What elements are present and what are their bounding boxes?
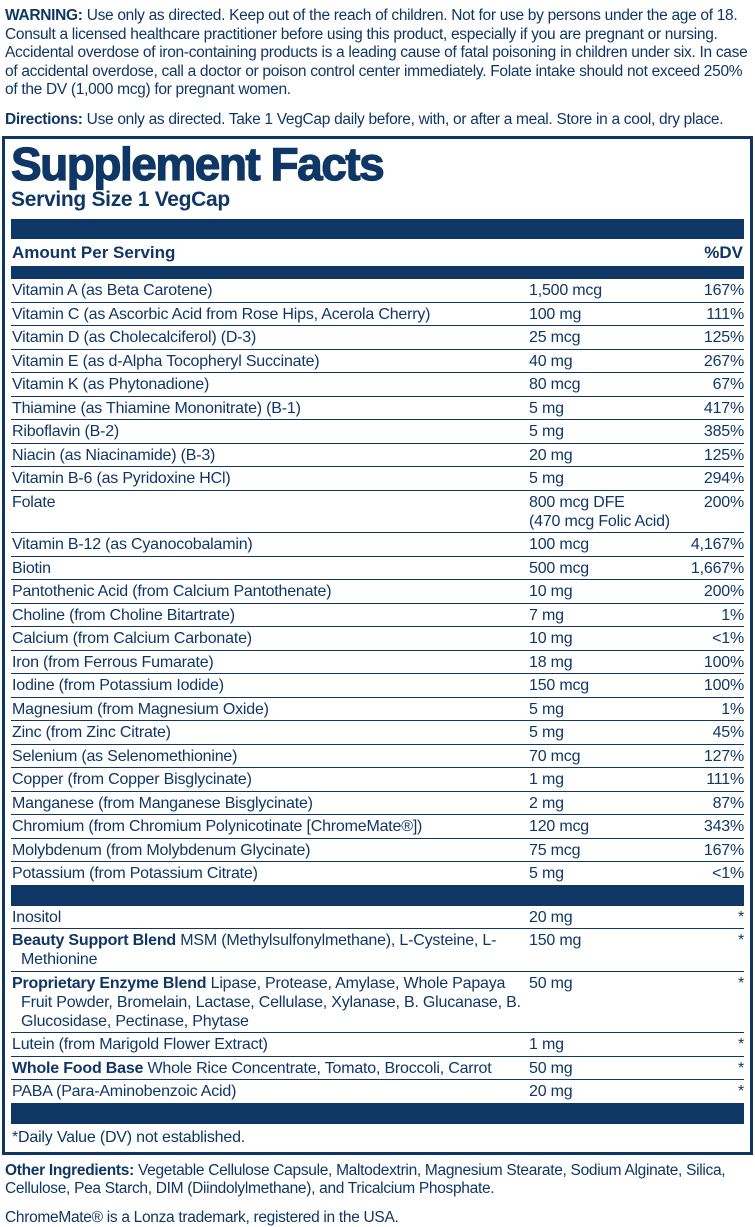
table-row [11,673,744,697]
nutrient-name: Biotin [12,559,529,578]
nutrient-name: Selenium (as Selenomethionine) [12,747,529,766]
blend-name-rest: Lipase, Protease, Amylase, Whole Papaya Fruit Powder, Bromelain, Lactase, Cellulase, Xylanase, B. Glucanase, B. Glucosidase, Pectinase, Phytase [21,975,521,1030]
directions-label: Directions: [5,111,83,128]
nutrient-amount: 1 mg [529,770,669,789]
nutrient-name: Iodine (from Potassium Iodide) [12,676,529,695]
footer-text-block [0,1155,755,1227]
nutrient-amount: 20 mg [529,1082,669,1101]
nutrient-dv: 4,167% [669,535,744,554]
nutrient-amount-line2: (470 mcg Folic Acid) [529,512,669,531]
nutrient-name: Choline (from Choline Bitartrate) [12,606,529,625]
nutrient-dv: 111% [669,770,744,789]
nutrient-name: Riboflavin (B-2) [12,422,529,441]
table-row [11,720,744,744]
nutrient-amount: 100 mg [529,305,669,324]
nutrient-name: Niacin (as Niacinamide) (B-3) [12,446,529,465]
nutrient-amount: 150 mcg [529,676,669,695]
nutrient-dv: 1% [669,606,744,625]
blend-name-rest: MSM (Methylsulfonylmethane), L-Cysteine, L-Methionine [21,932,496,968]
nutrient-name: Vitamin B-6 (as Pyridoxine HCl) [12,469,529,488]
nutrient-amount: 7 mg [529,606,669,625]
nutrient-amount: 75 mcg [529,841,669,860]
directions-paragraph [5,111,749,130]
table-row [11,1032,744,1056]
table-row [11,279,744,302]
nutrient-amount: 40 mg [529,352,669,371]
nutrient-dv: * [669,908,744,927]
blend-name-rest: PABA (Para-Aminobenzoic Acid) [12,1083,236,1100]
blend-table [11,906,744,1103]
nutrient-name: Folate [12,493,529,512]
table-row [11,838,744,862]
table-row [11,532,744,556]
table-row [11,906,744,929]
table-row [11,814,744,838]
table-row [11,372,744,396]
nutrient-name: Pantothenic Acid (from Calcium Pantothenate) [12,582,529,601]
nutrient-amount: 20 mg [529,446,669,465]
supplement-facts-panel [2,136,753,1155]
nutrient-name: Vitamin A (as Beta Carotene) [12,281,529,300]
other-ingredients-label: Other Ingredients: [5,1162,134,1179]
dv-footnote: *Daily Value (DV) not established. [11,1124,744,1148]
divider-bar-under-header [11,266,744,279]
nutrient-amount: 5 mg [529,469,669,488]
nutrient-name: Potassium (from Potassium Citrate) [12,864,529,883]
table-row [11,603,744,627]
blend-name-rest: Lutein (from Marigold Flower Extract) [12,1036,268,1053]
nutrient-dv: 100% [669,653,744,672]
blend-name-rest: Inositol [12,909,61,926]
nutrient-dv: 1% [669,700,744,719]
table-row [11,419,744,443]
nutrient-name: Copper (from Copper Bisglycinate) [12,770,529,789]
nutrient-dv: * [669,931,744,950]
table-row [11,302,744,326]
divider-bar-bottom [11,1103,744,1124]
nutrient-name: Molybdenum (from Molybdenum Glycinate) [12,841,529,860]
table-row [11,579,744,603]
nutrient-amount: 80 mcg [529,375,669,394]
nutrient-name [12,1059,529,1078]
nutrient-dv: 87% [669,794,744,813]
blend-name-bold: Whole Food Base [12,1060,143,1077]
nutrient-dv: 267% [669,352,744,371]
table-row [11,443,744,467]
table-header-row [11,239,744,266]
table-row [11,466,744,490]
table-row [11,861,744,885]
nutrient-dv: 100% [669,676,744,695]
divider-bar-middle [11,885,744,906]
warning-text: Use only as directed. Keep out of the reach of children. Not for use by persons under the age of 18. Consult a licensed healthcare practitioner before using this product, especially if you are pregnant or nursing. Accidental overdose of iron-containing products is a leading cause of fatal poisoning in children under six. In case of accidental overdose, call a doctor or poison control center immediately. Folate intake should not exceed 250% of the DV (1,000 mcg) for pregnant women. [5,7,747,98]
nutrient-amount: 10 mg [529,629,669,648]
divider-bar-top [11,219,744,239]
warning-paragraph [5,7,749,100]
nutrient-name [12,1035,529,1054]
nutrient-amount [529,493,669,531]
nutrient-dv: 67% [669,375,744,394]
nutrient-dv: 294% [669,469,744,488]
nutrient-amount: 120 mcg [529,817,669,836]
nutrient-dv: 200% [669,582,744,601]
nutrient-name: Calcium (from Calcium Carbonate) [12,629,529,648]
nutrient-amount: 10 mg [529,582,669,601]
nutrient-name: Thiamine (as Thiamine Mononitrate) (B-1) [12,399,529,418]
nutrient-name [12,1082,529,1101]
nutrient-amount: 18 mg [529,653,669,672]
supplement-facts-title: Supplement Facts [11,141,744,187]
nutrient-amount: 100 mcg [529,535,669,554]
nutrient-amount: 1,500 mcg [529,281,669,300]
table-row [11,556,744,580]
nutrient-name: Vitamin C (as Ascorbic Acid from Rose Hips, Acerola Cherry) [12,305,529,324]
blend-name-bold: Proprietary Enzyme Blend [12,975,206,992]
nutrient-name: Vitamin E (as d-Alpha Tocopheryl Succinate) [12,352,529,371]
intro-text-block [0,0,755,129]
nutrient-name: Vitamin B-12 (as Cyanocobalamin) [12,535,529,554]
nutrient-name: Chromium (from Chromium Polynicotinate [ChromeMate®]) [12,817,529,836]
table-row [11,325,744,349]
table-row [11,650,744,674]
other-ingredients-paragraph [5,1162,749,1199]
table-row [11,744,744,768]
nutrient-dv: 385% [669,422,744,441]
table-row [11,396,744,420]
nutrient-amount: 2 mg [529,794,669,813]
table-row [11,349,744,373]
nutrient-name: Zinc (from Zinc Citrate) [12,723,529,742]
nutrient-dv: 125% [669,446,744,465]
nutrient-amount: 5 mg [529,700,669,719]
nutrient-amount: 25 mcg [529,328,669,347]
nutrient-name: Vitamin K (as Phytonadione) [12,375,529,394]
nutrient-dv: 417% [669,399,744,418]
nutrient-dv: 167% [669,841,744,860]
nutrient-dv: * [669,974,744,993]
nutrient-dv: * [669,1059,744,1078]
nutrient-dv: 343% [669,817,744,836]
nutrient-name [12,908,529,927]
table-row [11,626,744,650]
nutrient-amount: 50 mg [529,1059,669,1078]
nutrient-dv: 111% [669,305,744,324]
nutrient-amount: 5 mg [529,864,669,883]
nutrient-name: Vitamin D (as Cholecalciferol) (D-3) [12,328,529,347]
nutrient-amount: 500 mcg [529,559,669,578]
nutrient-amount-line1: 800 mcg DFE [529,494,625,511]
blend-name-bold: Beauty Support Blend [12,932,176,949]
nutrient-name: Magnesium (from Magnesium Oxide) [12,700,529,719]
table-row-folate [11,490,744,533]
nutrient-amount: 20 mg [529,908,669,927]
nutrient-dv: 1,667% [669,559,744,578]
nutrient-amount: 5 mg [529,422,669,441]
nutrient-name: Manganese (from Manganese Bisglycinate) [12,794,529,813]
nutrient-dv: * [669,1035,744,1054]
nutrient-dv: 127% [669,747,744,766]
table-row [11,697,744,721]
amount-per-serving-header: Amount Per Serving [12,243,175,263]
nutrient-dv: 125% [669,328,744,347]
nutrient-dv: 45% [669,723,744,742]
directions-text: Use only as directed. Take 1 VegCap daily before, with, or after a meal. Store in a cool, dry place. [83,111,724,128]
blend-name-rest: Whole Rice Concentrate, Tomato, Broccoli, Carrot [143,1060,491,1077]
nutrient-amount: 150 mg [529,931,669,950]
nutrient-name [12,931,529,969]
nutrient-amount: 1 mg [529,1035,669,1054]
nutrient-dv: 167% [669,281,744,300]
nutrient-amount: 70 mcg [529,747,669,766]
nutrient-amount: 5 mg [529,723,669,742]
nutrient-table [11,279,744,885]
table-row [11,1056,744,1080]
nutrient-dv: * [669,1082,744,1101]
nutrient-amount: 5 mg [529,399,669,418]
table-row [11,767,744,791]
nutrient-dv: 200% [669,493,744,512]
trademark-note: ChromeMate® is a Lonza trademark, registered in the USA. [5,1209,749,1227]
table-row [11,928,744,971]
nutrient-name: Iron (from Ferrous Fumarate) [12,653,529,672]
warning-label: WARNING: [5,7,83,24]
table-row [11,1079,744,1103]
table-row [11,971,744,1033]
nutrient-dv: <1% [669,629,744,648]
dv-header: %DV [704,243,743,263]
other-ingredients-text: Vegetable Cellulose Capsule, Maltodextrin, Magnesium Stearate, Sodium Alginate, Silica, Cellulose, Pea Starch, DIM (Diindolylmethane), and Tricalcium Phosphate. [5,1162,725,1198]
table-row [11,791,744,815]
nutrient-amount: 50 mg [529,974,669,993]
nutrient-name [12,974,529,1031]
serving-size: Serving Size 1 VegCap [11,187,744,213]
nutrient-dv: <1% [669,864,744,883]
